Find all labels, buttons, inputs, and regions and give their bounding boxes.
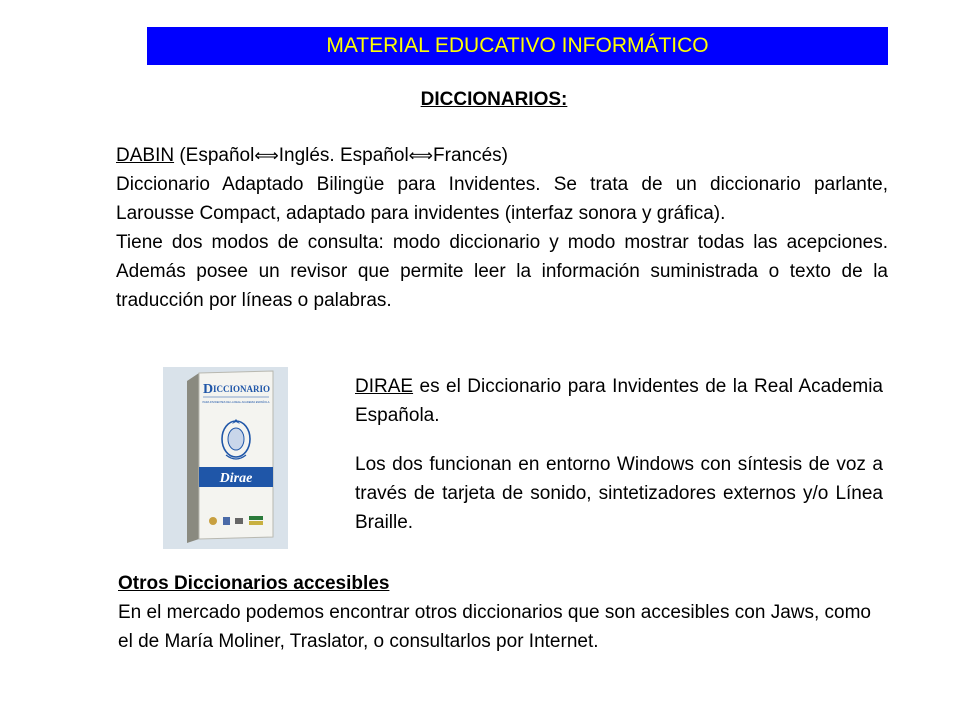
otros-body: En el mercado podemos encontrar otros diccionarios que son accesibles con Jaws, como el de María Moliner, Traslator, o consultarlos por Internet. <box>118 602 871 652</box>
dabin-title: DABIN <box>116 145 175 166</box>
section-title: DICCIONARIOS: <box>420 89 568 110</box>
dabin-section <box>116 141 888 315</box>
otros-title: Otros Diccionarios accesibles <box>118 573 390 594</box>
dirae-compatibility: Los dos funcionan en entorno Windows con síntesis de voz a través de tarjeta de sonido, sintetizadores externos y/o Línea Braille. <box>355 454 883 533</box>
dabin-modes: Tiene dos modos de consulta: modo diccionario y modo mostrar todas las acepciones. Además posee un revisor que permite leer la información suministrada o texto de la traducción por líneas o palabras. <box>116 232 888 311</box>
dabin-pair2-to: Francés) <box>433 145 509 166</box>
header-title: MATERIAL EDUCATIVO INFORMÁTICO <box>326 34 709 57</box>
cover-title-rest: ICCIONARIO <box>213 384 271 394</box>
cover-subtitle: PARA INVIDENTES DE LA REAL ACADEMIA ESPAÑOLA <box>202 401 270 404</box>
dirae-box-illustration <box>163 367 288 549</box>
dirae-description: es el Diccionario para Invidentes de la Real Academia Española. <box>355 376 883 426</box>
dabin-pair2-from: Español <box>340 145 409 166</box>
dirae-title: DIRAE <box>355 376 414 397</box>
dirae-description-line <box>355 372 883 430</box>
otros-section <box>118 569 888 656</box>
cover-title-initial: D <box>203 382 214 397</box>
dabin-pair1-to: Inglés. <box>278 145 335 166</box>
dabin-pair1-from: (Español <box>179 145 255 166</box>
dirae-section <box>355 372 883 537</box>
bidirectional-arrow-icon: ⟺ <box>254 146 279 165</box>
dabin-heading-line <box>116 141 888 170</box>
bidirectional-arrow-icon: ⟺ <box>408 146 434 165</box>
cover-brand: Dirae <box>219 471 253 486</box>
header-banner <box>147 27 888 65</box>
dirae-box-cover-image <box>163 367 288 549</box>
dabin-description: Diccionario Adaptado Bilingüe para Invidentes. Se trata de un diccionario parlante, Larousse Compact, adaptado para invidentes (interfaz sonora y gráfica). <box>116 174 888 224</box>
